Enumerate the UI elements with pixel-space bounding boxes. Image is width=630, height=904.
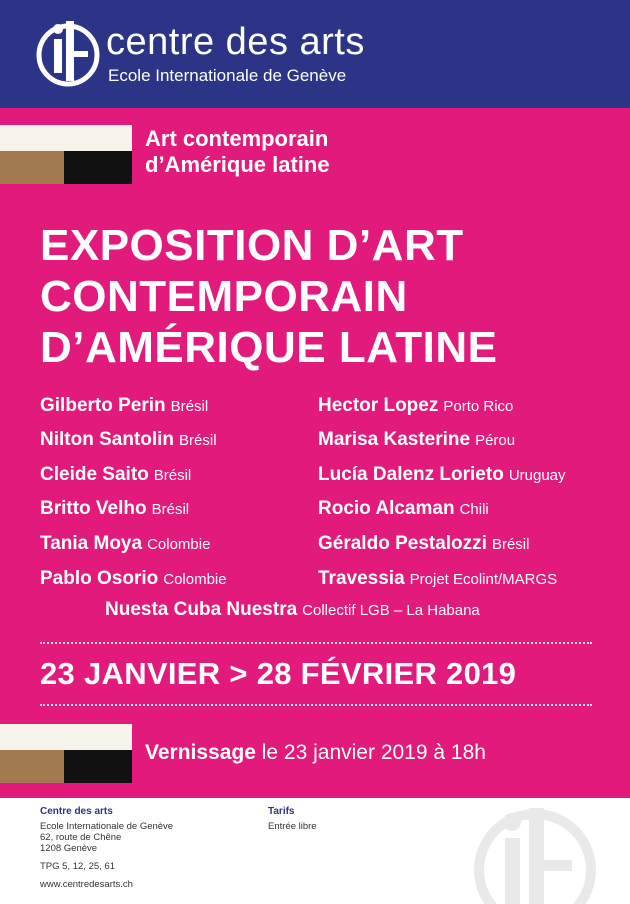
tarifs-text: Entrée libre [268, 821, 317, 832]
artist-country: Colombie [163, 571, 227, 588]
artist-name: Lucía Dalenz Lorieto [318, 464, 504, 485]
artist-country: Brésil [151, 501, 190, 518]
decor-stripe-black [64, 750, 132, 783]
footer-contact [40, 806, 173, 890]
eig-watermark-icon [455, 800, 605, 904]
address-line: 1208 Genève [40, 843, 98, 854]
artist-name: Hector Lopez [318, 395, 439, 416]
artist-country: Projet Ecolint/MARGS [409, 571, 558, 588]
vernissage-date: le 23 janvier 2019 à 18h [261, 741, 486, 764]
artist-country: Brésil [491, 536, 530, 553]
decor-stripe-cream [0, 125, 132, 151]
website-link[interactable]: www.centredesarts.ch [40, 879, 133, 890]
artist-name: Pablo Osorio [40, 568, 159, 589]
transport-info: TPG 5, 12, 25, 61 [40, 861, 115, 872]
tarifs-heading: Tarifs [268, 806, 295, 817]
artist-name: Travessia [318, 568, 405, 589]
artist-country: Brésil [170, 398, 209, 415]
eig-logo-icon [36, 17, 100, 89]
decor-stripe-black [64, 151, 132, 184]
exhibition-poster [0, 108, 630, 798]
artist-entry [318, 394, 513, 419]
artist-entry [318, 497, 489, 522]
header-banner [0, 0, 630, 108]
divider-top [40, 642, 592, 644]
artist-country: Collectif LGB – La Habana [302, 602, 480, 619]
vernissage-info [145, 740, 486, 766]
artist-name: Nuesta Cuba Nuestra [105, 599, 298, 620]
artist-entry [318, 463, 566, 488]
artist-entry [318, 428, 515, 453]
footer-tarifs [268, 806, 317, 832]
artist-entry [318, 532, 529, 557]
brand-subtitle: Ecole Internationale de Genève [108, 66, 347, 85]
artist-entry [40, 497, 189, 522]
brand-title: centre des arts [106, 21, 365, 63]
subtitle-line-1: Art contemporain [145, 126, 329, 151]
vernissage-label: Vernissage [145, 741, 256, 764]
artist-name: Gilberto Perin [40, 395, 166, 416]
divider-bottom [40, 704, 592, 706]
title-line-3: D’AMÉRIQUE LATINE [40, 323, 498, 372]
artist-country: Pérou [475, 432, 516, 449]
contact-heading: Centre des arts [40, 806, 113, 817]
artist-name: Britto Velho [40, 498, 147, 519]
artist-name: Nilton Santolin [40, 429, 175, 450]
artist-entry [318, 567, 557, 592]
artist-entry-collective [105, 598, 480, 623]
artist-entry [40, 532, 210, 557]
decor-stripe-cream [0, 724, 132, 750]
artist-entry [40, 394, 208, 419]
artist-entry [40, 567, 227, 592]
artist-name: Tania Moya [40, 533, 143, 554]
artist-entry [40, 428, 217, 453]
artist-country: Porto Rico [443, 398, 514, 415]
artist-country: Brésil [179, 432, 217, 449]
exhibition-dates: 23 JANVIER > 28 FÉVRIER 2019 [40, 656, 517, 691]
artist-country: Brésil [153, 467, 192, 484]
artist-name: Géraldo Pestalozzi [318, 533, 487, 554]
address-line: 62, route de Chêne [40, 832, 122, 843]
artist-entry [40, 463, 191, 488]
artist-name: Marisa Kasterine [318, 429, 471, 450]
artist-name: Rocio Alcaman [318, 498, 455, 519]
title-line-2: CONTEMPORAIN [40, 272, 408, 321]
decor-stripe-brown [0, 151, 64, 184]
subtitle-line-2: d’Amérique latine [145, 152, 330, 177]
artist-country: Chili [459, 501, 489, 518]
exhibition-title [40, 220, 497, 373]
artist-name: Cleide Saito [40, 464, 149, 485]
artist-country: Uruguay [508, 467, 566, 484]
decor-stripe-brown [0, 750, 64, 783]
artist-country: Colombie [147, 536, 211, 553]
address-line: Ecole Internationale de Genève [40, 821, 174, 832]
exhibition-subtitle [145, 126, 330, 178]
title-line-1: EXPOSITION D’ART [40, 221, 464, 270]
